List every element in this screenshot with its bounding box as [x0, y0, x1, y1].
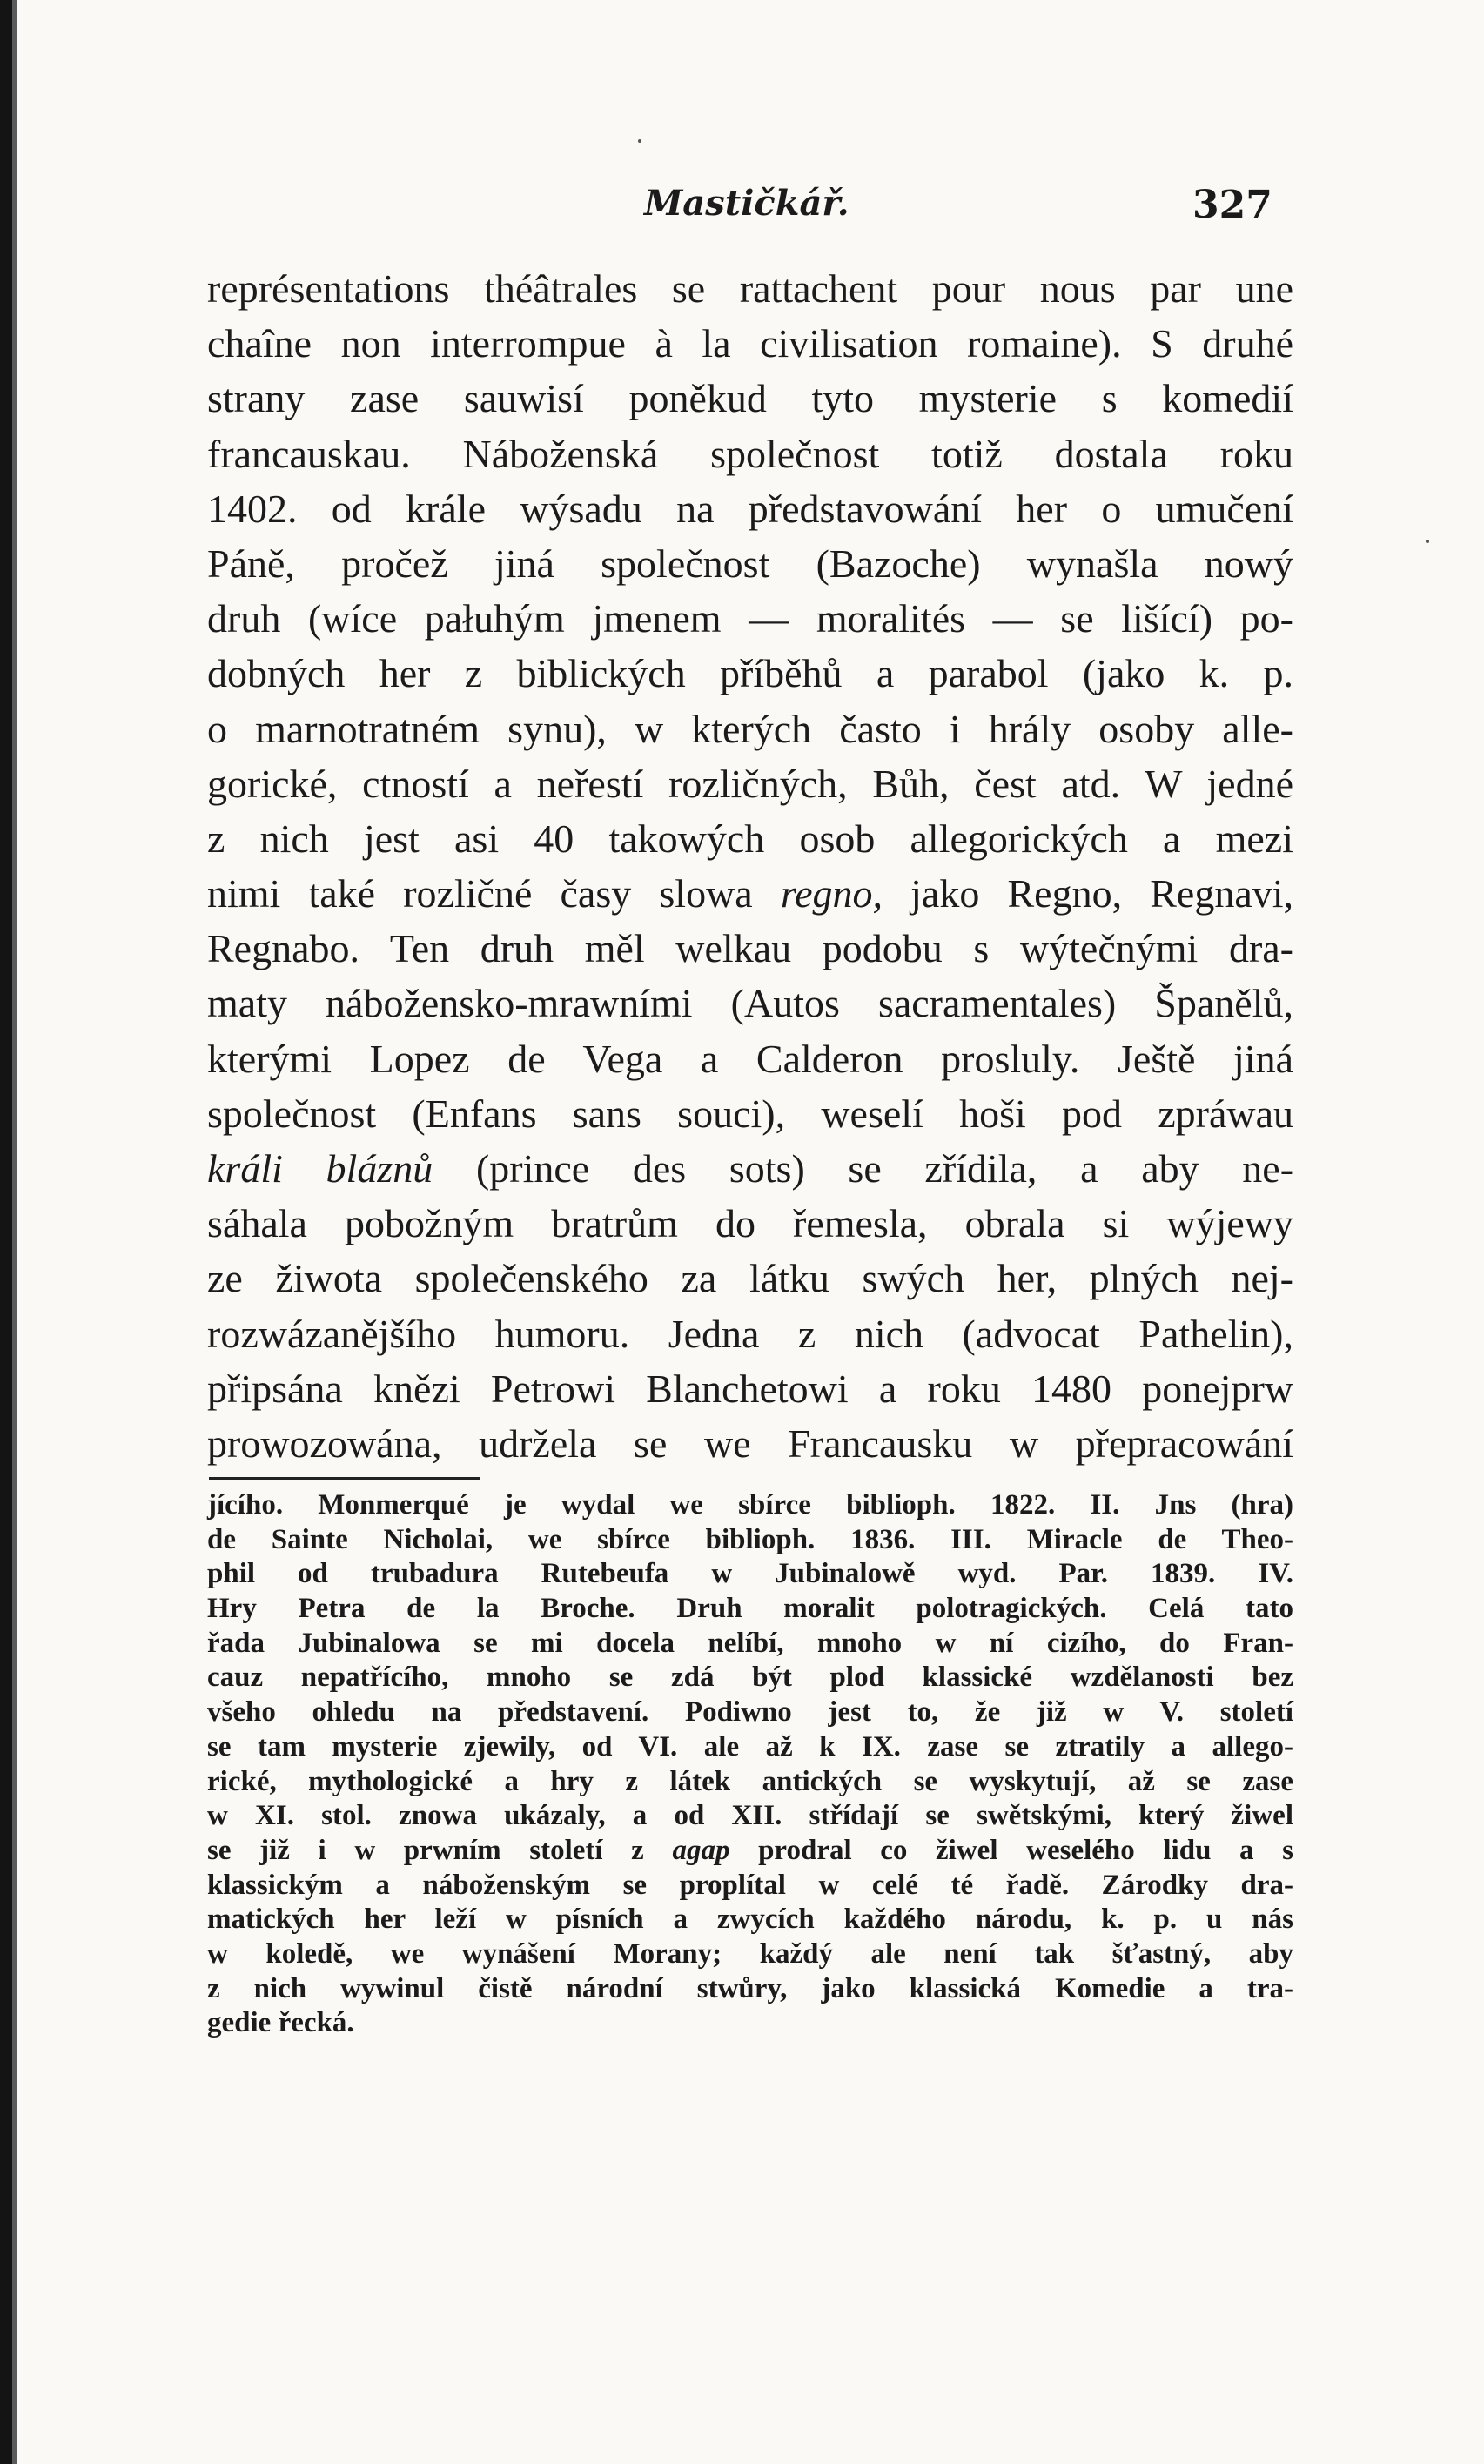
kral-blaznu-italic: králi bláznů	[207, 1146, 433, 1191]
body-line: z nich jest asi 40 takowých osob allegorických a mezi	[207, 816, 1293, 861]
specks	[1426, 540, 1429, 543]
body-line-start: nimi také rozličné časy slowa	[207, 871, 753, 916]
running-title: Mastičkář.	[644, 183, 849, 224]
body-text	[207, 261, 1293, 1471]
body-line: dobných her z biblických příběhů a parabol (jako k. p.	[207, 651, 1293, 696]
footnote-line-end: prodral co žiwel weselého lidu a s	[729, 1834, 1294, 1866]
footnote-line: w koledě, we wynášení Morany; každý ale není tak šťastný, aby	[207, 1937, 1293, 1970]
footnote-line: všeho ohledu na představení. Podiwno jest to, že již w V. století	[207, 1696, 1293, 1729]
body-line: chaîne non interrompue à la civilisation romaine). S druhé	[207, 321, 1293, 366]
footnote-line: se tam mysterie zjewily, od VI. ale až k IX. zase se ztratily a allego-	[207, 1730, 1293, 1762]
body-line: o marnotratném synu), w kterých často i hrály osoby alle-	[207, 706, 1293, 751]
running-head	[17, 183, 1484, 235]
page-number: 327	[1192, 183, 1272, 227]
body-line: maty nábožensko-mrawními (Autos sacramentales) Španělů,	[207, 981, 1293, 1026]
footnote-line: řada Jubinalowa se mi docela nelíbí, mnoho w ní cizího, do Fran-	[207, 1627, 1293, 1659]
footnote-line: rické, mythologické a hry z látek antických se wyskytují, až se zase	[207, 1765, 1293, 1797]
footnote-line: jícího. Monmerqué je wydal we sbírce biblioph. 1822. II. Jns (hra)	[207, 1489, 1293, 1521]
footnote-line: gedie řecká.	[207, 2007, 354, 2039]
footnote-rule	[209, 1477, 480, 1480]
body-line: 1402. od krále wýsadu na představowání her o umučení	[207, 486, 1293, 531]
scan-border-left	[0, 0, 12, 2464]
footnote-line-start: se již i w prwním století z	[207, 1834, 644, 1866]
body-line: Páně, pročež jiná společnost (Bazoche) wynašla nowý	[207, 540, 1293, 586]
body-line: représentations théâtrales se rattachent pour nous par une	[207, 266, 1293, 311]
specks	[638, 139, 641, 143]
regno-italic: regno,	[780, 871, 883, 916]
body-line: kterými Lopez de Vega a Calderon prosluly. Ještě jiná	[207, 1036, 1293, 1081]
body-line: ze žiwota společenského za látku swých her, plných nej-	[207, 1256, 1293, 1301]
body-line: Regnabo. Ten druh měl welkau podobu s wýtečnými dra-	[207, 926, 1293, 971]
footnote-line: klassickým a náboženským se proplítal w celé té řadě. Zárodky dra-	[207, 1869, 1293, 1901]
footnote-line: de Sainte Nicholai, we sbírce biblioph. 1836. III. Miracle de Theo-	[207, 1523, 1293, 1555]
body-line: druh (wíce pałuhým jmenem — moralités — se lišící) po-	[207, 596, 1293, 641]
body-line: sáhala pobožným bratrům do řemesla, obrala si wýjewy	[207, 1201, 1293, 1246]
body-line-end: jako Regno, Regnavi,	[883, 871, 1294, 916]
body-line: připsána knězi Petrowi Blanchetowi a roku 1480 ponejprw	[207, 1366, 1293, 1411]
footnote-line	[207, 1834, 1293, 1869]
footnote-line: phil od trubadura Rutebeufa w Jubinalowě wyd. Par. 1839. IV.	[207, 1558, 1293, 1590]
body-line: gorické, ctností a neřestí rozličných, Bůh, čest atd. W jedné	[207, 761, 1293, 806]
body-line-end: (prince des sots) se zřídila, a aby ne-	[475, 1146, 1294, 1191]
footnote-line: Hry Petra de la Broche. Druh moralit polotragických. Celá tato	[207, 1593, 1293, 1625]
footnote-line: z nich wywinul čistě národní stwůry, jako klassická Komedie a tra-	[207, 1972, 1293, 2004]
body-line: společnost (Enfans sans souci), weselí hoši pod zpráwau	[207, 1091, 1293, 1136]
footnote-line: matických her leží w písních a zwycích každého národu, k. p. u nás	[207, 1903, 1293, 1936]
body-line: francauskau. Náboženská společnost totiž dostala roku	[207, 431, 1293, 476]
body-line: rozwázanějšího humoru. Jedna z nich (advocat Pathelin),	[207, 1311, 1293, 1356]
body-line: prowozowána, udržela se we Francausku w přepracowání	[207, 1420, 1293, 1466]
footnote-line: w XI. stol. znowa ukázaly, a od XII. střídají se swětskými, který žiwel	[207, 1800, 1293, 1832]
body-line: strany zase sauwisí poněkud tyto mysterie s komedií	[207, 376, 1293, 421]
body-line	[207, 1141, 1293, 1196]
footnote-line: cauz nepatřícího, mnoho se zdá být plod klassické wzdělanosti bez	[207, 1662, 1293, 1694]
agap-italic: agap	[672, 1834, 730, 1866]
body-line	[207, 866, 1293, 921]
book-page	[17, 0, 1484, 2464]
footnotes	[207, 1488, 1293, 2041]
